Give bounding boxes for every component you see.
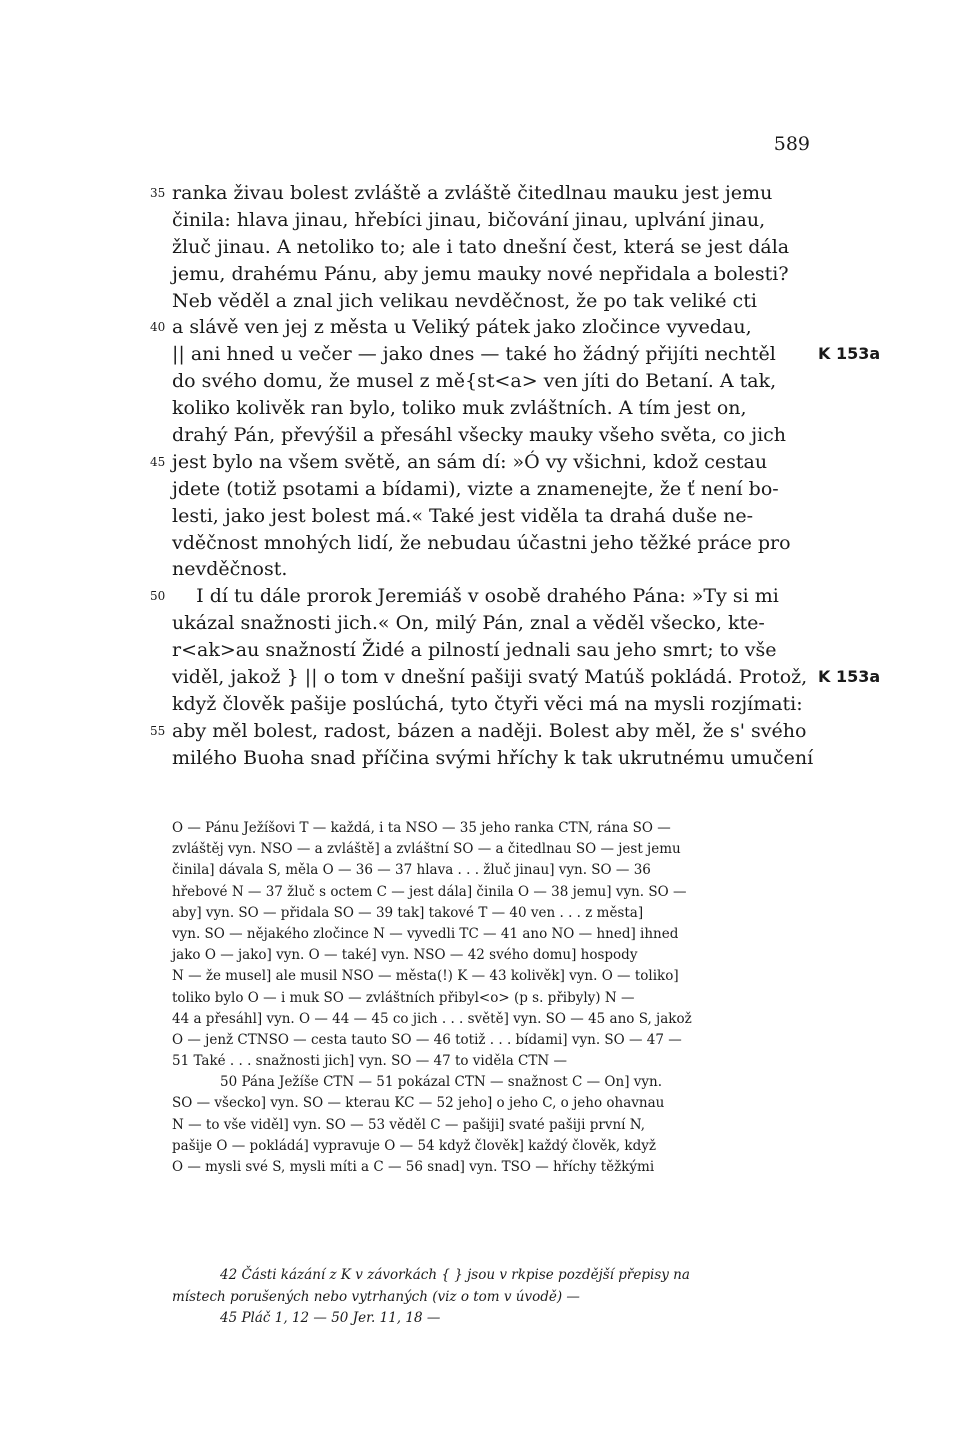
main-text [150,180,881,772]
line-number: 40 [150,320,166,335]
line-number: 55 [150,723,166,738]
line-text: viděl, jakož } || o tom v dnešní pašiji svatý Matúš pokládá. Protož, [172,666,808,689]
text-line [172,691,818,718]
text-line [150,718,818,745]
line-text: a slávě ven jej z města u Veliký pátek jako zločince vyvedau, [172,316,752,339]
variant-line: vyn. SO — nějakého zločince N — vyvedli TC — 41 ano NO — hned] ihned [172,925,679,942]
text-line [172,530,818,557]
line-text: r<ak>au snažností Židé a pilností jednali sau jeho smrt; to vše [172,639,777,662]
line-text: lesti, jako jest bolest má.« Také jest viděla ta drahá duše ne- [172,504,754,527]
line-text: nevděčnost. [172,558,288,581]
variant-line: 44 a přesáhl] vyn. O — 44 — 45 co jich . . . světě] vyn. SO — 45 ano S, jakož [172,1010,692,1027]
variant-line: 50 Pána Ježíše CTN — 51 pokázal CTN — snažnost C — On] vyn. [220,1074,662,1091]
editorial-note-line: 42 Části kázání z K v závorkách { } jsou v rkpise pozdější přepisy na [220,1267,690,1283]
variant-line: aby] vyn. SO — přidala SO — 39 tak] takové T — 40 ven . . . z města] [172,904,644,921]
manuscript-folio-ref: K 153a [818,667,881,687]
page-number: 589 [773,133,810,155]
line-text: Neb věděl a znal jich velikau nevděčnost, že po tak veliké cti [172,289,757,312]
text-line [172,745,818,772]
variant-line: N — že musel] ale musil NSO — města(!) K — 43 kolivěk] vyn. O — toliko] [172,968,679,985]
variant-line: pašije O — pokládá] vypravuje O — 54 když člověk] každý člověk, když [172,1137,656,1154]
line-text: činila: hlava jinau, hřebíci jinau, bičování jinau, uplvání jinau, [172,208,766,231]
line-text: I dí tu dále prorok Jeremiáš v osobě drahého Pána: »Ty si mi [172,585,779,608]
line-text: jdete (totiž psotami a bídami), vizte a znamenejte, že ť není bo- [172,477,779,500]
text-line [172,261,818,288]
variant-line: O — mysli své S, mysli míti a C — 56 snad] vyn. TSO — hříchy těžkými [172,1159,655,1175]
line-text: do svého domu, že musel z mě{st<a> ven jíti do Betaní. A tak, [172,370,777,393]
text-line [172,288,818,315]
variant-line: SO — všecko] vyn. SO — kterau KC — 52 jeho] o jeho C, o jeho ohavnau [172,1095,665,1112]
variant-line: 51 Také . . . snažnosti jich] vyn. SO — 47 to viděla CTN — [172,1053,567,1070]
text-line [172,395,818,422]
text-line [172,341,881,368]
variant-line: toliko bylo O — i muk SO — zvláštních přibyl<o> (p s. přibyly) N — [172,989,635,1006]
variant-line: jako O — jako] vyn. O — také] vyn. NSO — 42 svého domu] hospody [172,947,638,964]
text-line [172,234,818,261]
line-text: milého Buoha snad příčina svými hříchy k tak ukrutnému umučení [172,746,814,769]
variant-line: N — to vše viděl] vyn. SO — 53 věděl C — pašiji] svaté pašiji první N, [172,1116,645,1133]
line-number: 35 [150,186,166,200]
line-text: || ani hned u večer — jako dnes — také ho žádný přijíti nechtěl [172,343,776,366]
variant-line: činila] dávala S, měla O — 36 — 37 hlava . . . žluč jinau] vyn. SO — 36 [172,862,651,879]
editorial-note-line: místech porušených nebo vytrhaných (viz o tom v úvodě) — [172,1288,580,1305]
text-line [172,422,818,449]
text-line [172,207,818,234]
line-text: jest bylo na všem světě, an sám dí: »Ó vy všichni, kdož cestau [172,450,768,473]
line-text: když člověk pašije poslúchá, tyto čtyři věci má na mysli rozjímati: [172,692,803,715]
variant-line: zvláštěj vyn. NSO — a zvláště] a zvláštní SO — a čitedlnau SO — jest jemu [172,841,681,858]
text-line [172,556,818,583]
line-text: vděčnost mnohých lidí, že nebudau účastni jeho těžké práce pro [172,531,791,554]
line-text: aby měl bolest, radost, bázen a naději. Bolest aby měl, že s' svého [172,719,807,742]
variant-line: hřebové N — 37 žluč s octem C — jest dála] činila O — 38 jemu] vyn. SO — [172,883,687,900]
line-number: 50 [150,589,166,604]
line-text: drahý Pán, převýšil a přesáhl všecky mauky všeho světa, co jich [172,424,787,447]
variant-apparatus [172,818,818,1178]
text-line [150,314,818,341]
text-line [172,610,818,637]
line-text: jemu, drahému Pánu, aby jemu mauky nové nepřidala a bolesti? [172,262,789,285]
text-line [172,664,881,691]
text-line [172,637,818,664]
manuscript-folio-ref: K 153a [818,344,881,364]
variant-line: O — jenž CTNSO — cesta tauto SO — 46 totiž . . . bídami] vyn. SO — 47 — [172,1031,682,1048]
line-text: žluč jinau. A netoliko to; ale i tato dnešní čest, která se jest dála [172,235,790,258]
line-text: koliko kolivěk ran bylo, toliko muk zvláštních. A tím jest on, [172,397,747,420]
text-line [172,503,818,530]
text-line [172,476,818,503]
line-text: ranka živau bolest zvláště a zvláště čitedlnau mauku jest jemu [172,182,773,204]
line-number: 45 [150,454,166,469]
line-text: ukázal snažnosti jich.« On, milý Pán, znal a věděl všecko, kte- [172,612,765,635]
editorial-notes [172,1265,818,1330]
variant-line: O — Pánu Ježíšovi T — každá, i ta NSO — 35 jeho ranka CTN, rána SO — [172,820,671,836]
text-line [172,368,818,395]
editorial-note-line: 45 Pláč 1, 12 — 50 Jer. 11, 18 — [220,1310,441,1326]
text-line [150,449,818,476]
text-line [150,180,818,207]
text-line [150,583,818,610]
